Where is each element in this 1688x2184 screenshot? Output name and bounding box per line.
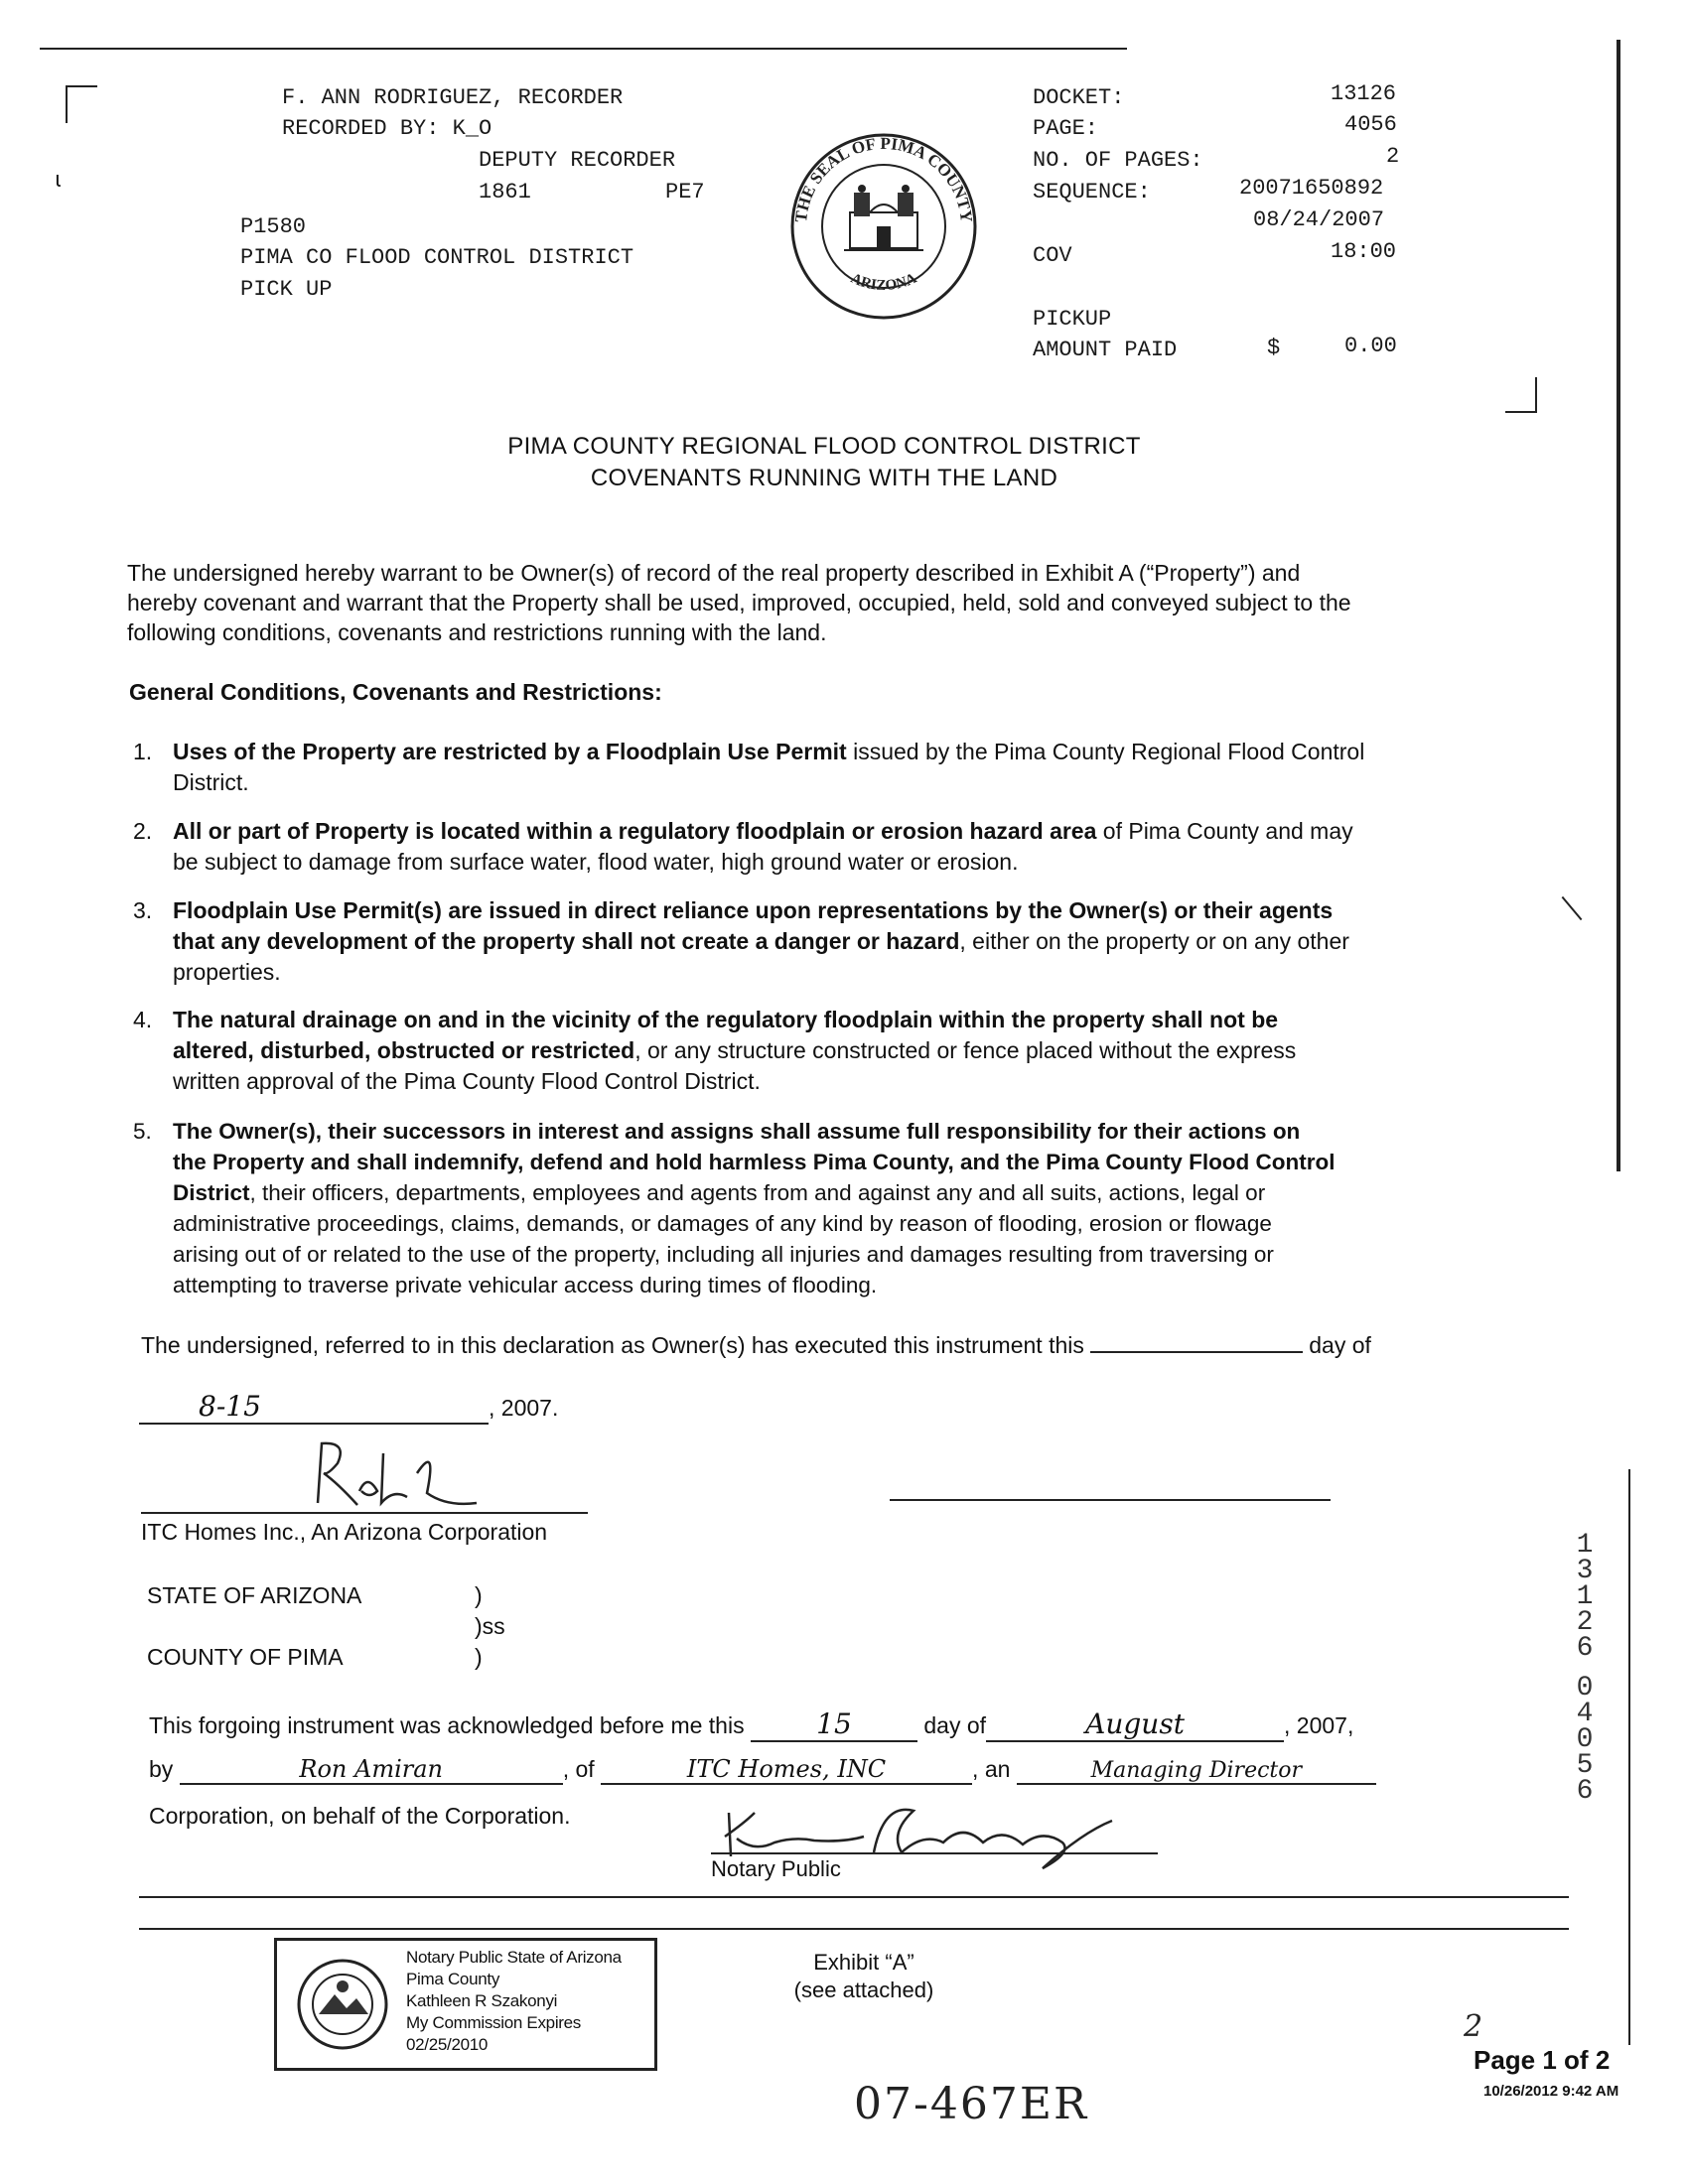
- cov-label: COV: [1033, 243, 1072, 268]
- covenant-item-2: [133, 816, 1553, 886]
- district-line: PIMA CO FLOOD CONTROL DISTRICT: [240, 245, 634, 270]
- item-text: attempting to traverse private vehicular access during times of flooding.: [173, 1273, 878, 1297]
- item-bold-text: altered, disturbed, obstructed or restricted: [173, 1037, 635, 1063]
- item-bold-text: Uses of the Property are restricted by a Floodplain Use Permit: [173, 739, 847, 764]
- item-text: of Pima County and may: [1096, 818, 1353, 844]
- county-label: COUNTY OF PIMA: [147, 1644, 344, 1670]
- execution-day-blank[interactable]: [1090, 1351, 1303, 1353]
- item-text: arising out of or related to the use of the property, including all injuries and damages resulting from traversing or: [173, 1242, 1274, 1267]
- execution-date-field[interactable]: 8-15: [139, 1390, 489, 1425]
- sequence-value: 20071650892: [1239, 176, 1384, 201]
- item-bold-text: The natural drainage on and in the vicinity of the regulatory floodplain within the property shall not be: [173, 1007, 1279, 1032]
- record-date: 08/24/2007: [1253, 207, 1385, 232]
- notary-stamp: [274, 1938, 657, 2071]
- intro-line: hereby covenant and warrant that the Property shall be used, improved, occupied, held, sold and conveyed subject to the: [127, 590, 1351, 615]
- item-text: written approval of the Pima County Flood Control District.: [173, 1068, 761, 1094]
- document-title: [348, 433, 1301, 492]
- venue-ss: )ss: [475, 1613, 505, 1639]
- deputy-recorder: DEPUTY RECORDER: [479, 148, 676, 173]
- pages-label: NO. OF PAGES:: [1033, 148, 1203, 173]
- execution-year: , 2007.: [489, 1395, 559, 1421]
- pima-county-seal: [784, 127, 983, 326]
- covenant-item-1: [133, 737, 1553, 806]
- stamp-line: 02/25/2010: [406, 2035, 489, 2054]
- an-label: , an: [972, 1756, 1011, 1782]
- handwritten-page-number: 2: [1464, 2009, 1483, 2044]
- sequence-label: SEQUENCE:: [1033, 180, 1151, 205]
- venue-paren-3: ): [475, 1644, 483, 1670]
- recorder-line: F. ANN RODRIGUEZ, RECORDER: [282, 85, 624, 110]
- covenant-item-4: [133, 1005, 1553, 1104]
- item-text: District.: [173, 769, 249, 795]
- owner-name: ITC Homes Inc., An Arizona Corporation: [141, 1519, 548, 1545]
- side-stamp-docket: 13126: [1576, 1530, 1594, 1664]
- intro-line: The undersigned hereby warrant to be Owner(s) of record of the real property described in Exhibit A (“Property”) and: [127, 560, 1301, 586]
- stamp-line: Notary Public State of Arizona: [406, 1948, 622, 1967]
- top-rule: [40, 48, 1127, 50]
- title-line-2: COVENANTS RUNNING WITH THE LAND: [590, 465, 1058, 491]
- deputy-code: PE7: [665, 180, 705, 205]
- by-label: by: [149, 1756, 174, 1782]
- right-edge-line: [1617, 40, 1620, 1171]
- executed-text: The undersigned, referred to in this declaration as Owner(s) has executed this instrument this: [141, 1332, 1084, 1358]
- executed-statement: [141, 1332, 1571, 1359]
- notary-label: Notary Public: [711, 1856, 841, 1881]
- owner-signature: [298, 1433, 496, 1513]
- execution-date-line: [139, 1390, 558, 1425]
- intro-line: following conditions, covenants and restrictions running with the land.: [127, 619, 827, 645]
- page-value: 4056: [1344, 112, 1397, 137]
- corner-mark-right: [1505, 377, 1537, 413]
- covenant-item-3: [133, 895, 1553, 995]
- second-signature-line: [890, 1499, 1331, 1501]
- item-number: 5.: [133, 1119, 152, 1144]
- svg-text:ARIZONA: ARIZONA: [848, 270, 919, 295]
- item-text: issued by the Pima County Regional Flood Control: [846, 739, 1365, 764]
- item-text: properties.: [173, 959, 281, 985]
- corporation-text: Corporation, on behalf of the Corporation.: [149, 1803, 571, 1829]
- item-number: 3.: [133, 897, 153, 923]
- an-title-field[interactable]: Managing Director: [1017, 1758, 1376, 1785]
- right-edge-line-lower: [1628, 1469, 1630, 2045]
- ack-text: This forgoing instrument was acknowledged before me this: [149, 1712, 745, 1738]
- pickup-label: PICKUP: [1033, 307, 1112, 332]
- general-heading: General Conditions, Covenants and Restrictions:: [129, 679, 662, 705]
- item-number: 2.: [133, 818, 153, 844]
- exhibit-note: (see attached): [793, 1978, 934, 2002]
- pages-value: 2: [1386, 144, 1400, 169]
- item-text: , or any structure constructed or fence placed without the express: [634, 1037, 1297, 1063]
- ack-day-field[interactable]: 15: [751, 1707, 917, 1742]
- exhibit-label: Exhibit “A”: [813, 1950, 914, 1975]
- item-text: , either on the property or on any other: [959, 928, 1349, 954]
- amount-currency: $: [1267, 336, 1281, 360]
- by-name-field[interactable]: Ron Amiran: [180, 1755, 563, 1785]
- item-number: 1.: [133, 739, 153, 764]
- signature-icon: [298, 1433, 496, 1513]
- of-company-field[interactable]: ITC Homes, INC: [601, 1755, 972, 1785]
- intro-paragraph: [127, 558, 1547, 647]
- item-bold-text: Floodplain Use Permit(s) are issued in direct reliance upon representations by the Owner(s) or their agents: [173, 897, 1334, 923]
- bottom-rule-2: [139, 1928, 1569, 1930]
- of-label: , of: [562, 1756, 595, 1782]
- item-bold-text: All or part of Property is located within a regulatory floodplain or erosion hazard area: [173, 818, 1097, 844]
- bottom-rule-1: [139, 1896, 1569, 1898]
- item-bold-text: that any development of the property shall not create a danger or hazard: [173, 928, 960, 954]
- side-stamp-page: 04056: [1576, 1673, 1594, 1807]
- covenant-item-5: [133, 1116, 1563, 1314]
- svg-text:THE SEAL OF PIMA COUNTY: THE SEAL OF PIMA COUNTY: [790, 133, 977, 223]
- notary-seal: [295, 1957, 390, 2052]
- exhibit-reference: [755, 1950, 973, 2003]
- docket-label: DOCKET:: [1033, 85, 1125, 110]
- item-text: , their officers, departments, employees and agents from and against any and all suits, actions, legal or: [249, 1180, 1266, 1205]
- record-time: 18:00: [1331, 239, 1397, 264]
- day-of-label: day of: [1309, 1332, 1371, 1358]
- stamp-line: My Commission Expires: [406, 2013, 582, 2032]
- p-code: P1580: [240, 214, 307, 239]
- venue-paren-1: ): [475, 1582, 483, 1608]
- amount-label: AMOUNT PAID: [1033, 338, 1178, 362]
- item-bold-text: District: [173, 1180, 250, 1205]
- state-label: STATE OF ARIZONA: [147, 1582, 362, 1608]
- acknowledgment-by-line: [149, 1755, 1519, 1785]
- docket-value: 13126: [1331, 81, 1397, 106]
- page-indicator: Page 1 of 2: [1474, 2045, 1611, 2075]
- file-number: 07-467ER: [854, 2079, 1089, 2129]
- ack-month-field[interactable]: August: [986, 1707, 1284, 1742]
- print-timestamp: 10/26/2012 9:42 AM: [1483, 2083, 1619, 2100]
- item-text: be subject to damage from surface water, flood water, high ground water or erosion.: [173, 849, 1019, 875]
- item-text: administrative proceedings, claims, demands, or damages of any kind by reason of flooding, erosion or flowage: [173, 1211, 1272, 1236]
- side-docket-stamp: [1569, 1530, 1609, 1807]
- recorded-by-line: RECORDED BY: K_O: [282, 116, 492, 141]
- item-bold-text: the Property and shall indemnify, defend and hold harmless Pima County, and the Pima County Flood Control: [173, 1150, 1336, 1174]
- notary-stamp-text: [406, 1947, 622, 2056]
- ack-day-of: day of: [923, 1712, 987, 1738]
- stamp-line: Kathleen R Szakonyi: [406, 1991, 558, 2010]
- margin-tick: [1562, 896, 1583, 920]
- acknowledgment-line: [149, 1707, 1519, 1742]
- state-seal-icon: [295, 1957, 390, 2052]
- corner-mark-top-left: [66, 85, 97, 123]
- deputy-number: 1861: [479, 180, 531, 205]
- stray-mark: ɩ: [56, 167, 61, 192]
- pickup-line: PICK UP: [240, 277, 333, 302]
- stamp-line: Pima County: [406, 1970, 500, 1988]
- seal-icon: [784, 127, 983, 326]
- notary-signature-line: [711, 1852, 1158, 1854]
- owner-signature-line: [141, 1512, 588, 1514]
- amount-value: 0.00: [1344, 334, 1397, 358]
- item-number: 4.: [133, 1007, 153, 1032]
- ack-year: , 2007,: [1284, 1712, 1354, 1738]
- page-label: PAGE:: [1033, 116, 1099, 141]
- item-bold-text: The Owner(s), their successors in interest and assigns shall assume full responsibility for their actions on: [173, 1119, 1301, 1144]
- title-line-1: PIMA COUNTY REGIONAL FLOOD CONTROL DISTRICT: [507, 433, 1141, 460]
